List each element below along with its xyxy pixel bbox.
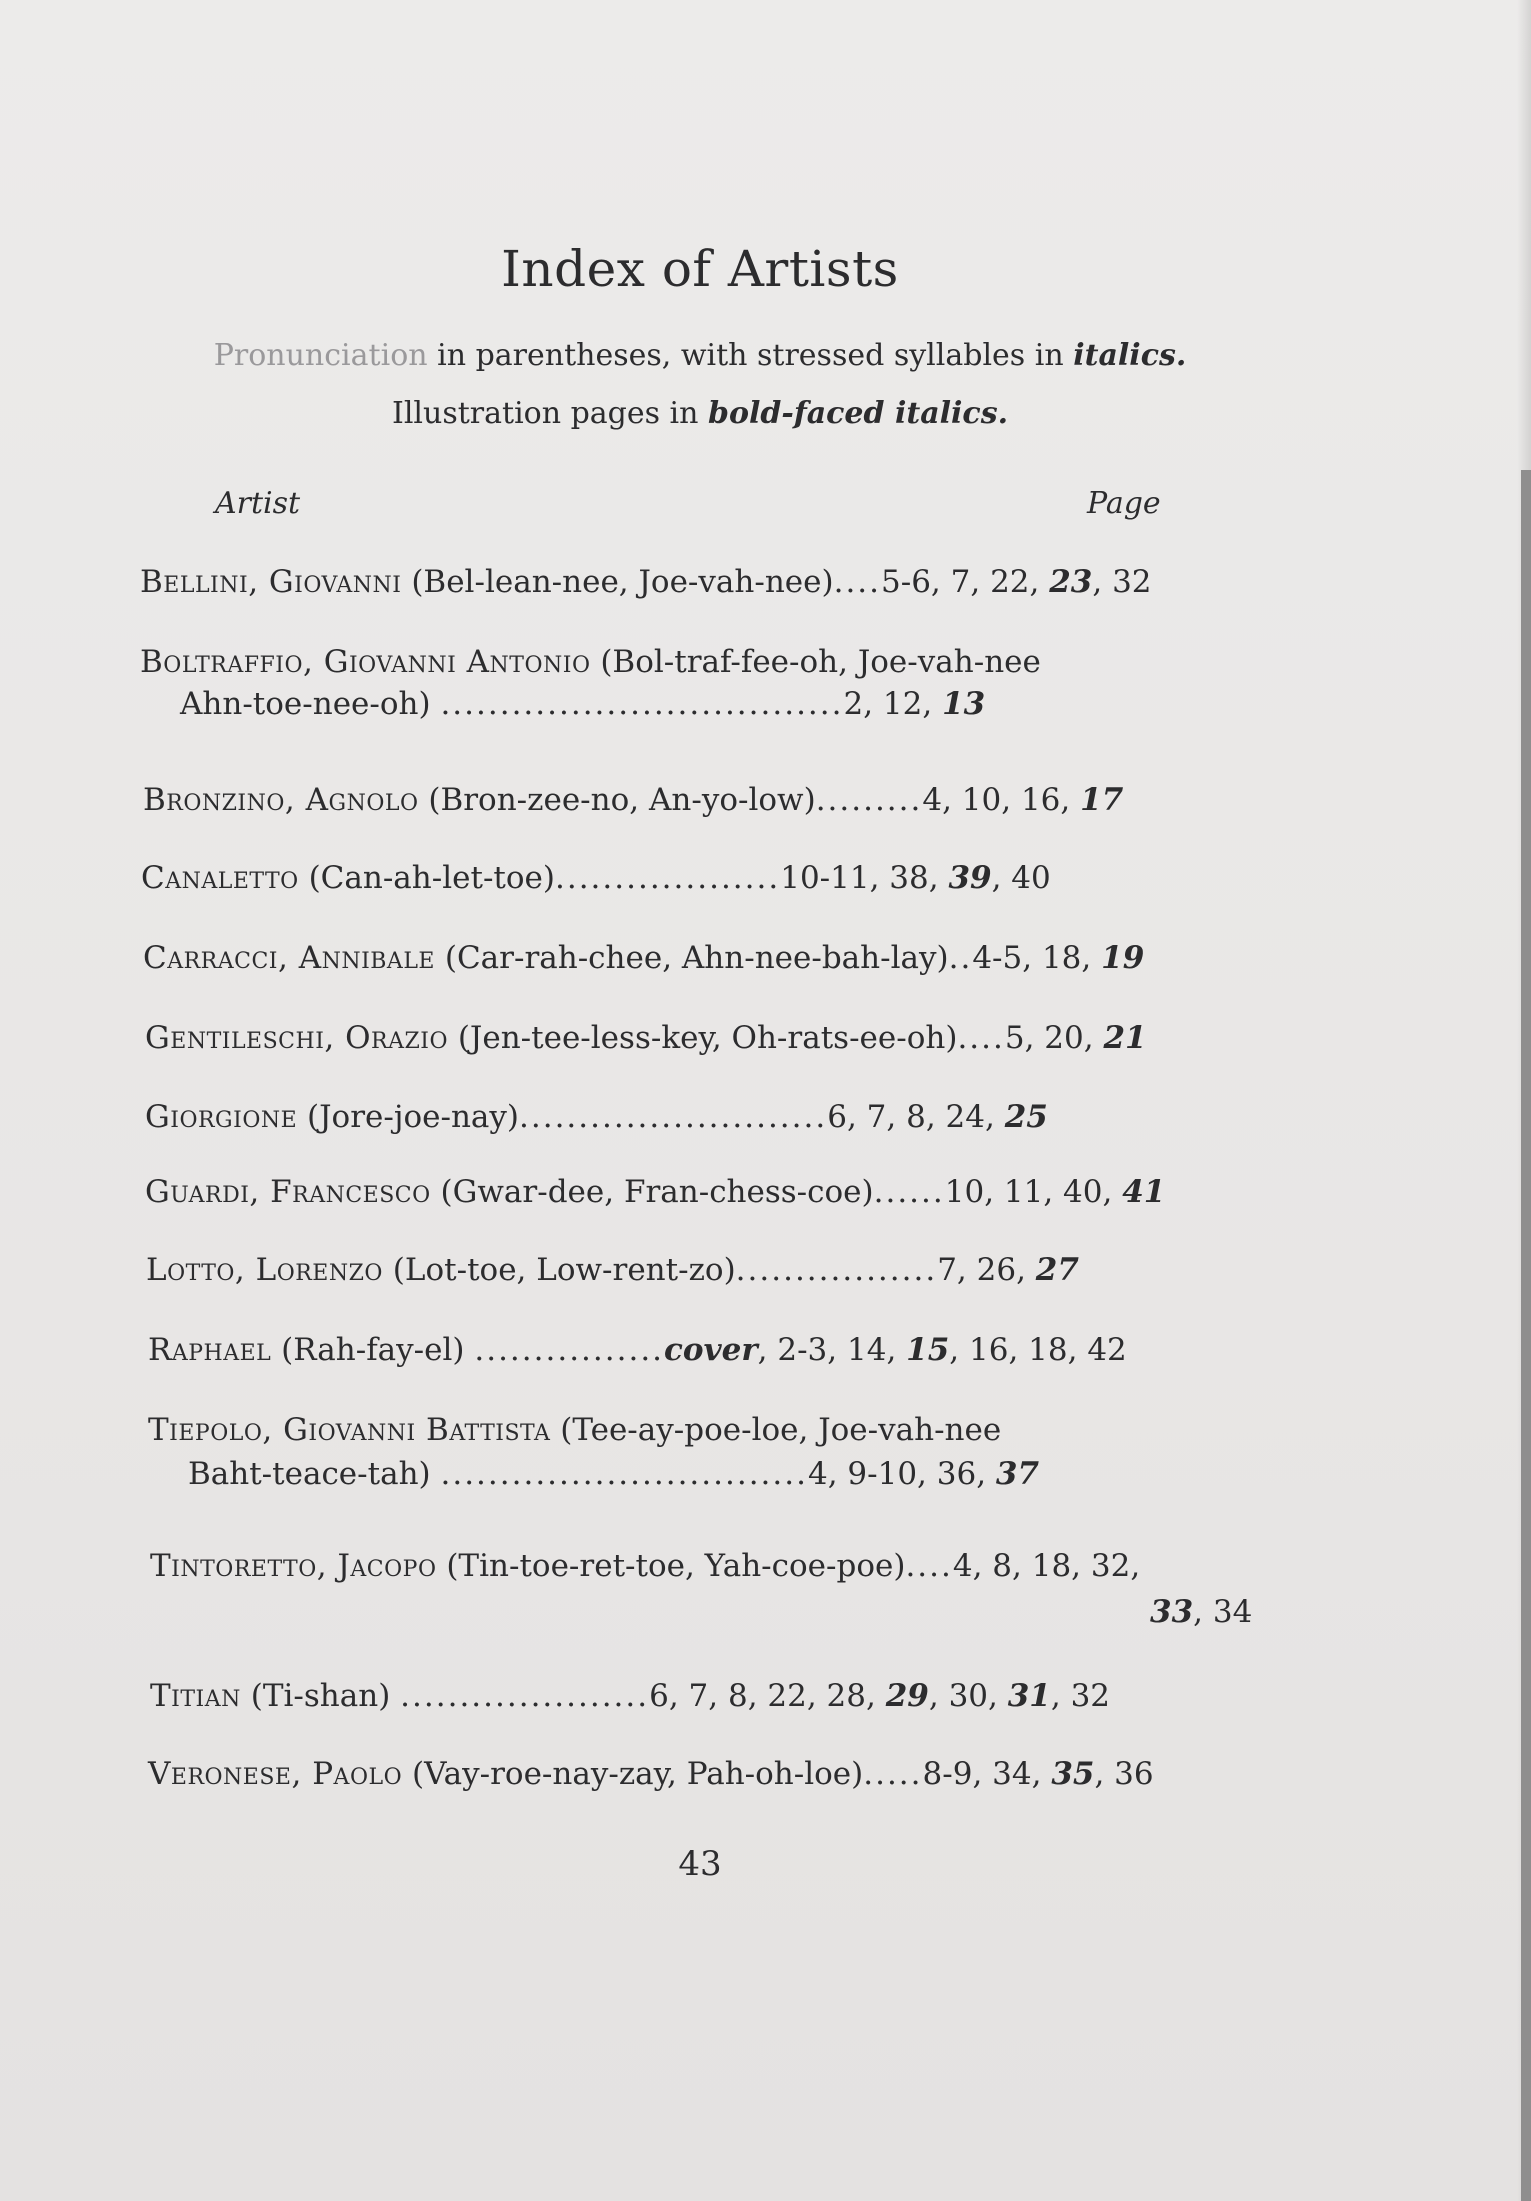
page-numbers: 5-6, 7, 22, 23, 32 <box>881 564 1152 600</box>
column-header-page: Page <box>1087 486 1161 521</box>
pronunciation: (Bel-lean-nee, Joe-vah-nee) <box>401 564 834 600</box>
index-entry <box>148 1410 1039 1494</box>
artist-name: Canaletto <box>141 860 299 896</box>
page-numbers: 7, 26, 27 <box>937 1252 1079 1288</box>
pronunciation: (Bol-traf-fee-oh, Joe-vah-nee <box>590 644 1041 680</box>
index-entry <box>148 1330 1127 1370</box>
leader-dots: .......................... <box>519 1099 828 1135</box>
pronunciation: (Ti-shan) <box>240 1678 401 1714</box>
page-title: Index of Artists <box>501 240 899 298</box>
page-numbers: 4, 8, 18, 32, <box>952 1548 1141 1584</box>
index-entry <box>145 1018 1147 1058</box>
subtitle-faded-word: Pronunciation <box>213 338 428 373</box>
leader-dots: .. <box>948 940 973 976</box>
pronunciation: (Jore-joe-nay) <box>297 1099 520 1135</box>
page-number: 43 <box>678 1844 722 1884</box>
page-numbers: cover, 2-3, 14, 15, 16, 18, 42 <box>664 1332 1127 1368</box>
index-entry <box>150 1676 1110 1716</box>
page-numbers: 5, 20, 21 <box>1004 1020 1147 1056</box>
index-entry <box>145 1097 1048 1137</box>
index-entry <box>140 642 1041 724</box>
leader-dots: ..... <box>863 1756 923 1792</box>
index-entry <box>148 1754 1154 1794</box>
pronunciation-continued: Ahn-toe-nee-oh) <box>180 686 441 722</box>
pronunciation: (Bron-zee-no, An-yo-low) <box>418 782 816 818</box>
page-numbers-continued: 33, 34 <box>1150 1594 1253 1630</box>
index-entry <box>145 1172 1165 1212</box>
adjacent-page-edge <box>1521 470 1531 2201</box>
leader-dots: ..................... <box>400 1678 650 1714</box>
subtitle-text: Illustration pages in <box>391 396 709 431</box>
pronunciation: (Vay-roe-nay-zay, Pah-oh-loe) <box>402 1756 864 1792</box>
leader-dots: .... <box>905 1548 953 1584</box>
pronunciation: (Car-rah-chee, Ahn-nee-bah-lay) <box>435 940 949 976</box>
pronunciation-continued: Baht-teace-tah) <box>188 1456 441 1492</box>
leader-dots: ................ <box>474 1332 665 1368</box>
pronunciation: (Gwar-dee, Fran-chess-coe) <box>430 1174 874 1210</box>
artist-name: Raphael <box>148 1332 272 1368</box>
page-numbers: 10, 11, 40, 41 <box>944 1174 1166 1210</box>
artist-name: Carracci, Annibale <box>143 940 435 976</box>
artist-name: Titian <box>150 1678 241 1714</box>
column-header-artist: Artist <box>215 486 301 521</box>
artist-name: Guardi, Francesco <box>145 1174 431 1210</box>
artist-name: Tintoretto, Jacopo <box>150 1548 437 1584</box>
page-numbers: 6, 7, 8, 24, 25 <box>827 1099 1048 1135</box>
subtitle-emphasis: italics. <box>1073 338 1187 373</box>
pronunciation: (Rah-fay-el) <box>271 1332 475 1368</box>
index-entry <box>141 858 1051 898</box>
leader-dots: ............................... <box>440 1456 808 1492</box>
artist-name: Bronzino, Agnolo <box>143 782 419 818</box>
subtitle-text: in parentheses, with stressed syllables in <box>427 338 1074 373</box>
artist-name: Tiepolo, Giovanni Battista <box>148 1412 551 1448</box>
pronunciation: (Tin-toe-ret-toe, Yah-coe-poe) <box>436 1548 906 1584</box>
artist-name: Gentileschi, Orazio <box>145 1020 448 1056</box>
subtitle-line-1 <box>0 338 1400 373</box>
leader-dots: .................................. <box>440 686 844 722</box>
pronunciation: (Tee-ay-poe-loe, Joe-vah-nee <box>550 1412 1002 1448</box>
page-numbers: 10-11, 38, 39, 40 <box>780 860 1051 896</box>
index-entry <box>150 1546 1252 1632</box>
pronunciation: (Lot-toe, Low-rent-zo) <box>382 1252 736 1288</box>
index-entry <box>146 1250 1079 1290</box>
leader-dots: .... <box>957 1020 1005 1056</box>
page-numbers: 4, 10, 16, 17 <box>922 782 1124 818</box>
leader-dots: ................. <box>735 1252 938 1288</box>
page-numbers: 2, 12, 13 <box>843 686 986 722</box>
artist-name: Lotto, Lorenzo <box>146 1252 383 1288</box>
index-entry <box>140 562 1152 602</box>
leader-dots: ...... <box>873 1174 945 1210</box>
leader-dots: .... <box>833 564 882 600</box>
page-numbers: 4-5, 18, 19 <box>972 940 1145 976</box>
subtitle-line-2 <box>0 396 1400 431</box>
artist-name: Bellini, Giovanni <box>140 564 402 600</box>
page-numbers: 6, 7, 8, 22, 28, 29, 30, 31, 32 <box>649 1678 1111 1714</box>
subtitle-emphasis: bold-faced italics. <box>708 396 1009 431</box>
page-numbers: 8-9, 34, 35, 36 <box>922 1756 1154 1792</box>
pronunciation: (Jen-tee-less-key, Oh-rats-ee-oh) <box>447 1020 958 1056</box>
leader-dots: ......... <box>815 782 923 818</box>
pronunciation: (Can-ah-let-toe) <box>298 860 555 896</box>
index-entry <box>143 938 1144 978</box>
artist-name: Veronese, Paolo <box>148 1756 403 1792</box>
artist-name: Giorgione <box>145 1099 298 1135</box>
leader-dots: ................... <box>554 860 781 896</box>
page-numbers: 4, 9-10, 36, 37 <box>807 1456 1040 1492</box>
artist-name: Boltraffio, Giovanni Antonio <box>140 644 591 680</box>
index-entry <box>143 780 1123 820</box>
